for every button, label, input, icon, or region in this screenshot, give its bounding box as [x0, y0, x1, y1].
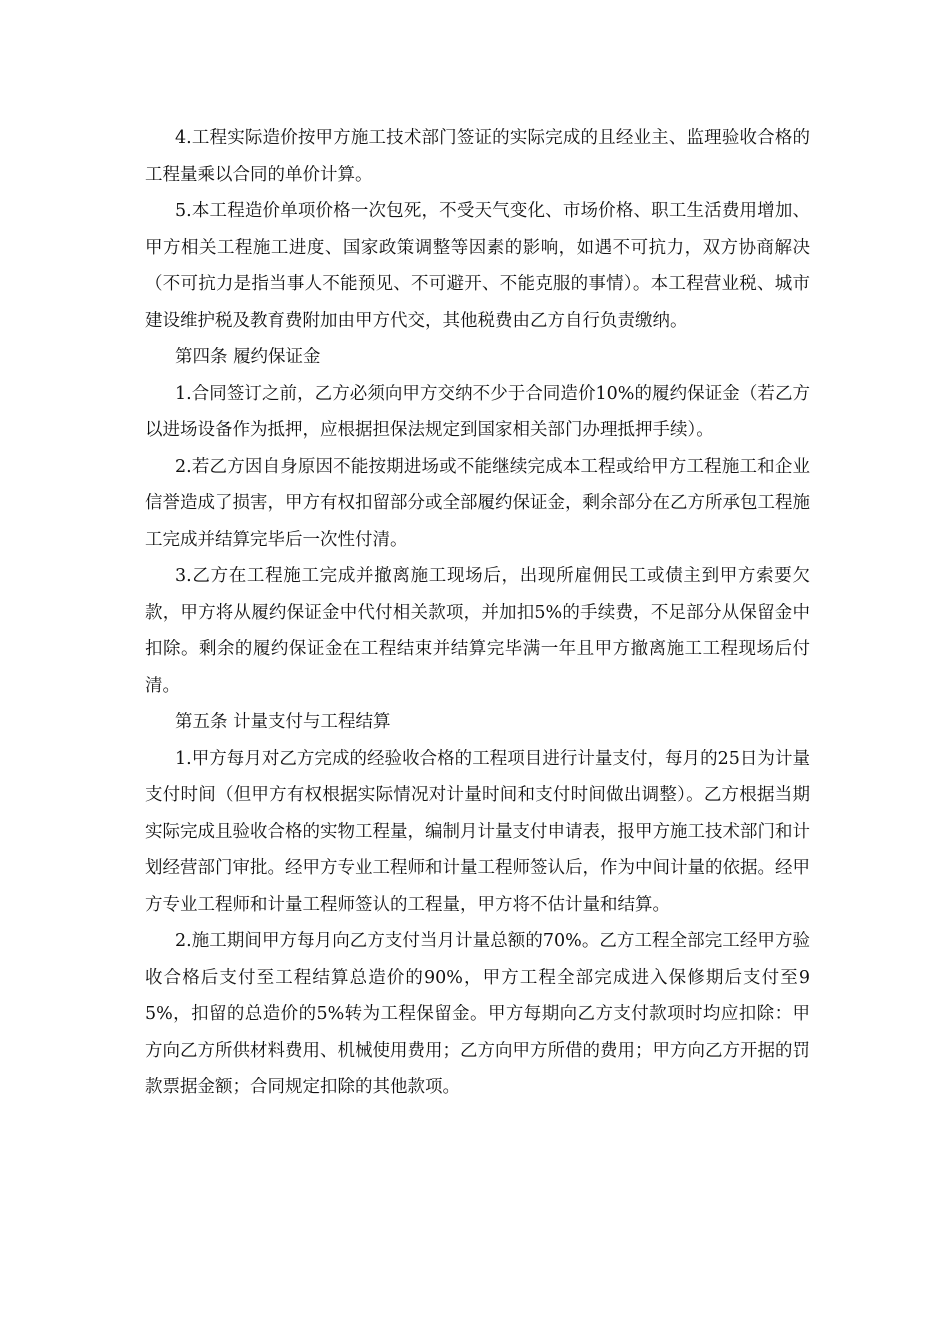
paragraph-article-5-item-1: 1.甲方每月对乙方完成的经验收合格的工程项目进行计量支付，每月的25日为计量支付时间（但甲方有权根据实际情况对计量时间和支付时间做出调整）。乙方根据当期实际完成且验收合格的实物工程量，编制月计量支付申请表，报甲方施工技术部门和计划经营部门审批。经甲方专业工程师和计量工程师签认后，作为中间计量的依据。经甲方专业工程师和计量工程师签认的工程量，甲方将不估计量和结算。	[145, 748, 810, 915]
section-heading-article-5: 第五条 计量支付与工程结算	[175, 712, 391, 732]
document-body	[145, 120, 810, 1106]
paragraph-clause-3-item-5: 5.本工程造价单项价格一次包死，不受天气变化、市场价格、职工生活费用增加、甲方相关工程施工进度、国家政策调整等因素的影响，如遇不可抗力，双方协商解决（不可抗力是指当事人不能预见、不可避开、不能克服的事情）。本工程营业税、城市建设维护税及教育费附加由甲方代交，其他税费由乙方自行负责缴纳。	[145, 201, 810, 331]
paragraph-article-4-item-3: 3.乙方在工程施工完成并撤离施工现场后，出现所雇佣民工或债主到甲方索要欠款，甲方将从履约保证金中代付相关款项，并加扣5%的手续费，不足部分从保留金中扣除。剩余的履约保证金在工程结束并结算完毕满一年且甲方撤离施工工程现场后付清。	[145, 566, 810, 696]
section-heading-article-4: 第四条 履约保证金	[175, 347, 321, 367]
paragraph-article-5-item-2: 2.施工期间甲方每月向乙方支付当月计量总额的70%。乙方工程全部完工经甲方验收合格后支付至工程结算总造价的90%，甲方工程全部完成进入保修期后支付至95%，扣留的总造价的5%转为工程保留金。甲方每期向乙方支付款项时均应扣除：甲方向乙方所供材料费用、机械使用费用；乙方向甲方所借的费用；甲方向乙方开据的罚款票据金额；合同规定扣除的其他款项。	[145, 931, 810, 1097]
paragraph-clause-3-item-4: 4.工程实际造价按甲方施工技术部门签证的实际完成的且经业主、监理验收合格的工程量乘以合同的单价计算。	[145, 128, 810, 185]
paragraph-article-4-item-1: 1.合同签订之前，乙方必须向甲方交纳不少于合同造价10%的履约保证金（若乙方以进场设备作为抵押，应根据担保法规定到国家相关部门办理抵押手续）。	[145, 383, 810, 440]
paragraph-article-4-item-2: 2.若乙方因自身原因不能按期进场或不能继续完成本工程或给甲方工程施工和企业信誉造成了损害，甲方有权扣留部分或全部履约保证金，剩余部分在乙方所承包工程施工完成并结算完毕后一次性付清。	[145, 456, 810, 550]
